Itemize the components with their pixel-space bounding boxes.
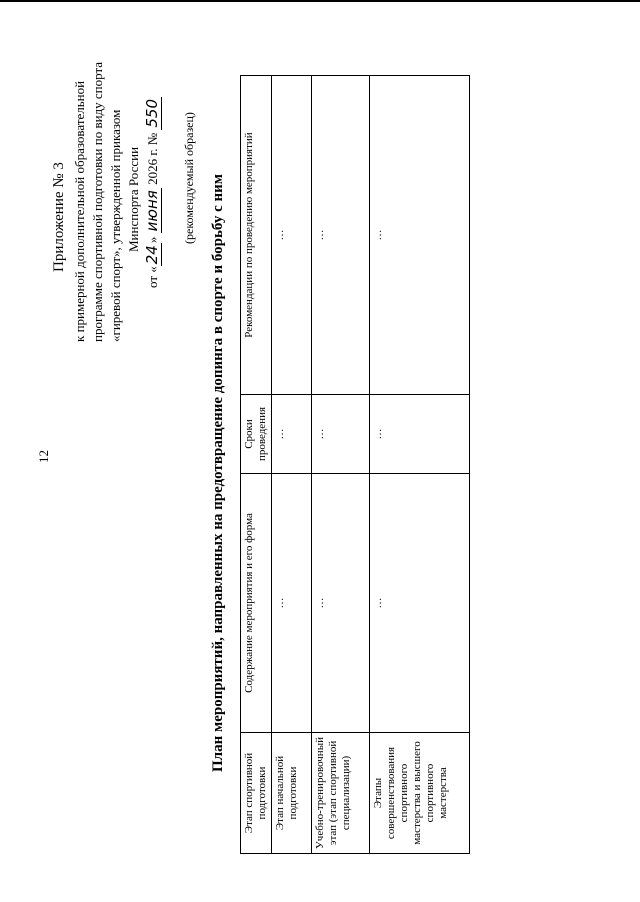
header-line-1: к примерной дополнительной образовательной — [72, 80, 87, 342]
timing-cell: … — [272, 395, 312, 474]
order-line — [143, 0, 162, 288]
appendix-title: Приложение № 3 — [51, 162, 67, 272]
content-cell: … — [370, 474, 470, 733]
col-stage-header: Этап спортивной подготовки — [241, 733, 272, 854]
plan-table — [240, 75, 470, 854]
order-prefix: от « — [145, 266, 160, 288]
order-month: июня — [143, 190, 161, 232]
header-line-3: «гиревой спорт», утвержденной приказом — [108, 109, 123, 342]
table-row — [370, 76, 470, 854]
page-number: 12 — [36, 450, 51, 463]
sample-note: (рекомендуемый образец) — [182, 112, 196, 244]
recommendations-cell: … — [370, 76, 470, 395]
order-mid: » — [145, 233, 160, 244]
order-year: 2026 г. № — [145, 129, 160, 189]
timing-cell: … — [312, 395, 370, 474]
table-row — [312, 76, 370, 854]
stage-cell: Этап начальной подготовки — [272, 733, 312, 854]
header-line-2: программе спортивной подготовки по виду спорта — [90, 61, 105, 342]
stage-cell: Учебно-тренировочный этап (этап спортивной специализации) — [312, 733, 370, 854]
appendix-header — [50, 0, 198, 342]
order-number: 550 — [143, 99, 161, 128]
table-header-row — [241, 76, 272, 854]
col-timing-header: Сроки проведения — [241, 395, 272, 474]
order-day: 24 — [143, 245, 161, 265]
content-cell: … — [312, 474, 370, 733]
col-recommendations-header: Рекомендации по проведению мероприятий — [241, 76, 272, 395]
content-cell: … — [272, 474, 312, 733]
recommendations-cell: … — [272, 76, 312, 395]
timing-cell: … — [370, 395, 470, 474]
plan-title: План мероприятий, направленных на предотвращение допинга в спорте и борьбу с ним — [210, 173, 226, 772]
stage-cell: Этапы совершенствования спортивного мастерства и высшего спортивного мастерства — [370, 733, 470, 854]
col-content-header: Содержание мероприятия и его форма — [241, 474, 272, 733]
table-row — [272, 76, 312, 854]
header-line-4: Минспорта России — [126, 146, 141, 252]
recommendations-cell: … — [312, 76, 370, 395]
